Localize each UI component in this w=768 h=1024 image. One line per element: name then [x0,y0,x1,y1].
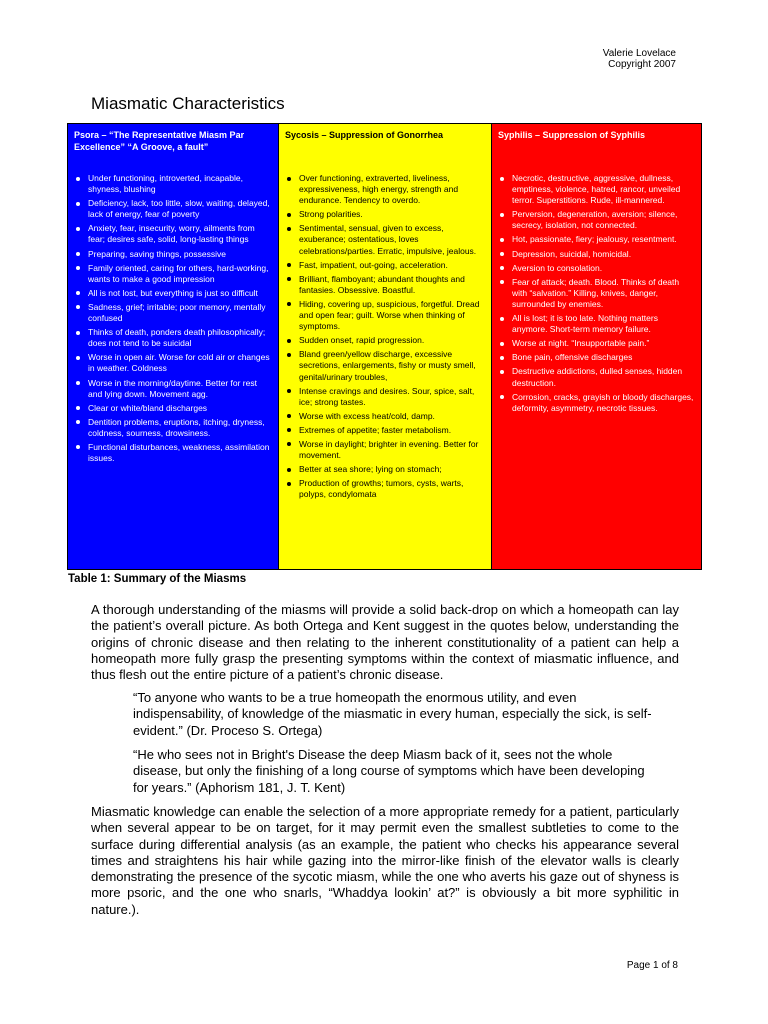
list-item: Sudden onset, rapid progression. [285,335,485,346]
list-item: Deficiency, lack, too little, slow, waiting, delayed, lack of energy, fear of poverty [74,198,272,220]
list-item: Worse in the morning/daytime. Better for rest and lying down. Movement agg. [74,378,272,400]
list-item: Better at sea shore; lying on stomach; [285,464,485,475]
list-item: Bland green/yellow discharge, excessive secretions, enlargements, fishy or musty smell, genital/urinary troubles, [285,349,485,382]
syphilis-column [491,124,701,569]
ortega-quote: “To anyone who wants to be a true homeopath the enormous utility, and even indispensability, of knowledge of the miasmatic in every human, especially the sick, is self-evident.” (Dr. Proceso S. Ortega) [133,690,652,738]
copyright-notice: Copyright 2007 [608,59,676,70]
list-item: Hot, passionate, fiery; jealousy, resentment. [498,234,695,245]
document-header [603,48,676,70]
analysis-paragraph: Miasmatic knowledge can enable the selection of a more appropriate remedy for a patient, particularly when several appear to be on target, for it may permit even the smallest subtleties to come to the surface during differential analysis (as an example, the patient who checks his appearance several times and straightens his hair while gazing into the mirror-like finish of the elevator walls is clearly demonstrating the presence of the sycotic miasm, while the one who averts his gaze out of shyness is more psoric, and the one who snarls, “Whaddya lookin’ at?” is obviously a bit more syphilitic in nature.). [91,804,679,917]
list-item: Bone pain, offensive discharges [498,352,695,363]
list-item: Destructive addictions, dulled senses, hidden destruction. [498,366,695,388]
list-item: All is lost; it is too late. Nothing matters anymore. Short-term memory failure. [498,313,695,335]
syphilis-heading: Syphilis – Suppression of Syphilis [498,130,646,140]
table-caption: Table 1: Summary of the Miasms [68,573,247,585]
list-item: Hiding, covering up, suspicious, forgetful. Dread and open fear; guilt. Worse when thinking of symptoms. [285,299,485,332]
list-item: Strong polarities. [285,209,485,220]
list-item: Depression, suicidal, homicidal. [498,249,695,260]
list-item: Corrosion, cracks, grayish or bloody discharges, deformity, asymmetry, necrotic tissues. [498,392,695,414]
miasm-summary-table [67,123,702,570]
list-item: Fear of attack; death. Blood. Thinks of death with “salvation.” Killing, knives, danger, surrounded by enemies. [498,277,695,310]
list-item: Perversion, degeneration, aversion; silence, secrecy, isolation, not connected. [498,209,695,231]
page-number: Page 1 of 8 [626,960,678,971]
list-item: Preparing, saving things, possessive [74,249,272,260]
list-item: Necrotic, destructive, aggressive, dullness, emptiness, violence, hatred, rancor, unveiled terror. Superstitions. Rude, ill-mannered. [498,173,695,206]
list-item: All is not lost, but everything is just so difficult [74,288,272,299]
list-item: Worse with excess heat/cold, damp. [285,411,485,422]
list-item: Over functioning, extraverted, liveliness, expressiveness, high energy, strength and endurance. Tendency to overdo. [285,173,485,206]
author-name: Valerie Lovelace [602,48,676,59]
kent-quote: “He who sees not in Bright's Disease the deep Miasm back of it, sees not the whole disease, but only the finishing of a long course of symptoms which have been developing for years.” (Aphorism 181, J. T. Kent) [133,747,645,795]
list-item: Worse in open air. Worse for cold air or changes in weather. Coldness [74,352,272,374]
list-item: Brilliant, flamboyant; abundant thoughts and fantasies. Obsessive. Boastful. [285,274,485,296]
list-item: Worse in daylight; brighter in evening. Better for movement. [285,439,485,461]
list-item: Worse at night. “Insupportable pain.” [498,338,695,349]
list-item: Dentition problems, eruptions, itching, dryness, coldness, sourness, drowsiness. [74,417,272,439]
sycosis-column [278,124,491,569]
list-item: Clear or white/bland discharges [74,403,272,414]
list-item: Anxiety, fear, insecurity, worry, ailments from fear; desires safe, solid, long-lasting things [74,223,272,245]
sycosis-heading: Sycosis – Suppression of Gonorrhea [285,130,444,140]
sycosis-list [285,173,485,500]
list-item: Thinks of death, ponders death philosophically; does not tend to be suicidal [74,327,272,349]
list-item: Intense cravings and desires. Sour, spice, salt, ice; strong tastes. [285,386,485,408]
list-item: Aversion to consolation. [498,263,695,274]
list-item: Family oriented, caring for others, hard-working, wants to make a good impression [74,263,272,285]
page-title: Miasmatic Characteristics [91,94,285,113]
list-item: Production of growths; tumors, cysts, warts, polyps, condylomata [285,478,485,500]
list-item: Extremes of appetite; faster metabolism. [285,425,485,436]
intro-paragraph: A thorough understanding of the miasms will provide a solid back-drop on which a homeopath can lay the patient’s overall picture. As both Ortega and Kent suggest in the quotes below, understanding the origins of chronic disease and then relating to the inherent constitutionality of a patient can help a homeopath more fully grasp the presenting symptoms within the context of miasmatic influence, and thus flesh out the entire picture of a patient’s chronic disease. [91,602,679,683]
syphilis-list [498,173,695,414]
list-item: Sadness, grief; irritable; poor memory, mentally confused [74,302,272,324]
list-item: Fast, impatient, out-going, acceleration. [285,260,485,271]
psora-heading: Psora – “The Representative Miasm Par Excellence” “A Groove, a fault” [74,130,245,152]
psora-list [74,173,272,464]
list-item: Sentimental, sensual, given to excess, exuberance; ostentatious, loves celebrations/parties. Erratic, impulsive, jealous. [285,223,485,256]
psora-column [68,124,278,569]
list-item: Under functioning, introverted, incapable, shyness, blushing [74,173,272,195]
list-item: Functional disturbances, weakness, assimilation issues. [74,442,272,464]
